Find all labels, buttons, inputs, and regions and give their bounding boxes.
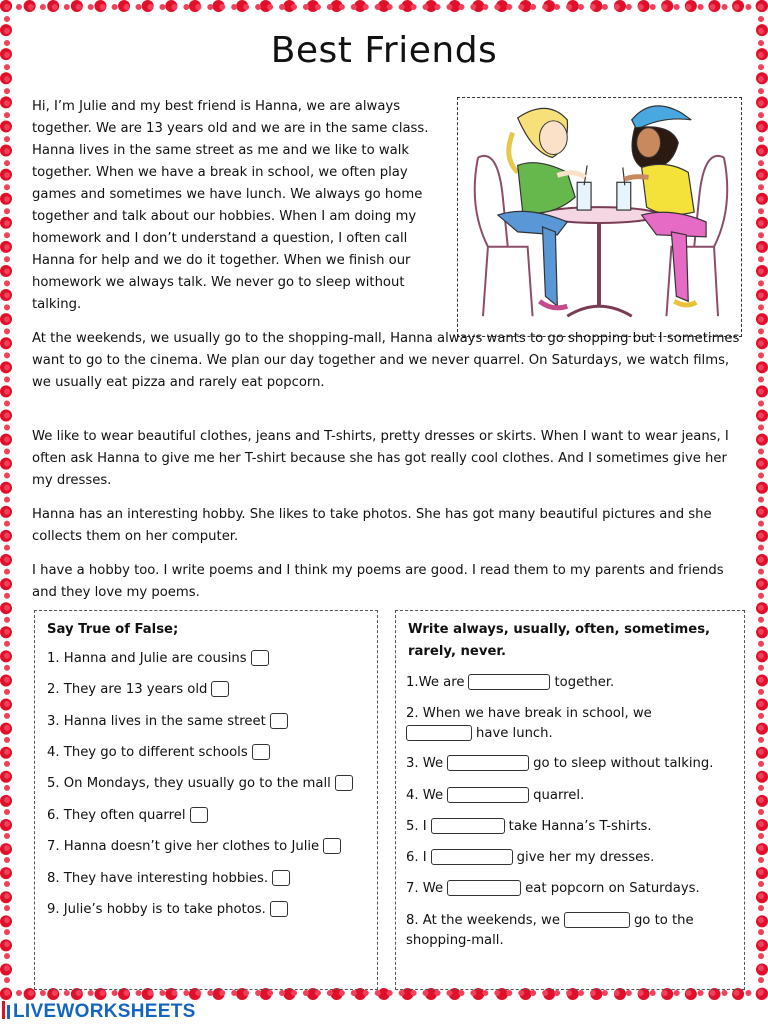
fill-item-after: take Hanna’s T-shirts. [508, 819, 652, 834]
fill-in-panel [395, 610, 745, 990]
paragraph-weekends: At the weekends, we usually go to the shopping-mall, Hanna always wants to go shopping but I sometimes want to go to the cinema. We plan our day together and we never quarrel. On Saturdays, we watch films, we usually eat pizza and rarely eat popcorn. [32, 331, 740, 390]
fill-item [406, 848, 740, 868]
liveworksheets-logo [2, 1001, 196, 1023]
fill-answer-input[interactable] [447, 787, 529, 803]
tf-answer-box[interactable] [270, 901, 288, 917]
fill-item [406, 786, 740, 806]
fill-item-before: 3. We [406, 756, 444, 771]
tf-answer-box[interactable] [272, 870, 290, 886]
tf-item-text: 4. They go to different schools [47, 745, 248, 760]
logo-text: LIVEWORKSHEETS [13, 1001, 196, 1022]
fill-item-after: eat popcorn on Saturdays. [525, 881, 700, 896]
fill-item-before: 2. When we have break in school, we [406, 706, 652, 721]
fill-item-after: quarrel. [533, 788, 585, 803]
tf-item [47, 900, 288, 920]
tf-answer-box[interactable] [323, 838, 341, 854]
fill-item-before: 8. At the weekends, we [406, 913, 560, 928]
glass-left-icon [577, 182, 591, 210]
tf-answer-box[interactable] [211, 681, 229, 697]
tf-answer-box[interactable] [270, 713, 288, 729]
fill-item [406, 817, 740, 837]
fill-item [406, 754, 740, 774]
fill-item-after: give her my dresses. [516, 850, 655, 865]
fill-item-before: 1.We are [406, 675, 465, 690]
fill-item-before: 7. We [406, 881, 444, 896]
tf-item [47, 712, 288, 732]
tf-item-text: 7. Hanna doesn’t give her clothes to Julie [47, 839, 320, 854]
tf-item-text: 8. They have interesting hobbies. [47, 871, 269, 886]
fill-answer-input[interactable] [406, 725, 472, 741]
tf-item-text: 1. Hanna and Julie are cousins [47, 651, 247, 666]
tf-item [47, 774, 353, 794]
tf-item-text: 6. They often quarrel [47, 808, 186, 823]
fill-answer-input[interactable] [447, 755, 529, 771]
fill-answer-input[interactable] [431, 849, 513, 865]
tf-item-text: 5. On Mondays, they usually go to the mall [47, 776, 331, 791]
glass-right-icon [617, 182, 631, 210]
tf-item [47, 869, 290, 889]
fill-item-before: 6. I [406, 850, 427, 865]
fill-item [406, 673, 740, 693]
cap-girl-icon [625, 106, 706, 305]
tf-answer-box[interactable] [190, 807, 208, 823]
paragraph-intro: Hi, I’m Julie and my best friend is Hanna, we are always together. We are 13 years old and we are in the same class. Hanna lives in the same street as me and we like to walk together. When we have a break in school, we often play games and sometimes we have lunch. We always go home together and talk about our hobbies. When I am doing my homework and I don’t understand a question, I often call Hanna for help and we do it together. When we finish our homework we always talk. We never go to sleep without talking. [32, 99, 429, 312]
tf-item [47, 680, 229, 700]
fill-item [406, 879, 740, 899]
paragraph-clothes: We like to wear beautiful clothes, jeans and T-shirts, pretty dresses or skirts. When I want to wear jeans, I often ask Hanna to give me her T-shirt because she has got really cool clothes. And I sometimes give her my dresses. [32, 429, 729, 488]
tf-answer-box[interactable] [335, 775, 353, 791]
true-false-panel [34, 610, 378, 990]
page-title: Best Friends [270, 30, 498, 71]
fill-in-heading: Write always, usually, often, sometimes, rarely, never. [408, 622, 711, 659]
fill-answer-input[interactable] [564, 912, 630, 928]
logo-mark-icon [2, 1001, 12, 1019]
fill-answer-input[interactable] [431, 818, 505, 834]
tf-item [47, 743, 270, 763]
paragraph-julie-hobby: I have a hobby too. I write poems and I think my poems are good. I read them to my parents and friends and they love my poems. [32, 563, 724, 600]
fill-item-after: have lunch. [476, 726, 553, 741]
fill-item-after: go to the shopping-mall. [406, 913, 694, 948]
fill-answer-input[interactable] [468, 674, 550, 690]
tf-item [47, 806, 208, 826]
tf-item-text: 3. Hanna lives in the same street [47, 714, 266, 729]
tf-item [47, 837, 341, 857]
friends-cafe-drawing [458, 98, 741, 336]
tf-answer-box[interactable] [252, 744, 270, 760]
fill-item [406, 911, 726, 951]
fill-item-before: 4. We [406, 788, 444, 803]
tf-item-text: 9. Julie’s hobby is to take photos. [47, 902, 266, 917]
tf-item [47, 649, 269, 669]
tf-answer-box[interactable] [251, 650, 269, 666]
best-friends-illustration [457, 97, 742, 337]
fill-item-after: together. [554, 675, 615, 690]
true-false-heading: Say True of False; [47, 622, 179, 637]
paragraph-hanna-hobby: Hanna has an interesting hobby. She likes to take photos. She has got many beautiful pictures and she collects them on her computer. [32, 507, 712, 544]
fill-item-after: go to sleep without talking. [533, 756, 714, 771]
tf-item-text: 2. They are 13 years old [47, 682, 208, 697]
fill-item [406, 704, 696, 744]
fill-answer-input[interactable] [447, 880, 521, 896]
fill-item-before: 5. I [406, 819, 427, 834]
